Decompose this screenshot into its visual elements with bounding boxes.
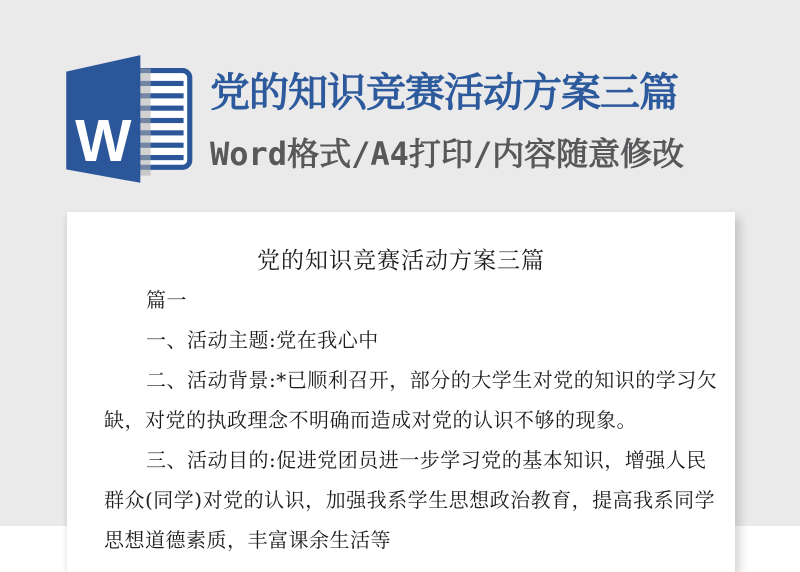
document-text-line: 二、活动背景:*已顺利召开，部分的大学生对党的知识的学习欠	[146, 368, 718, 392]
document-text-line: 思想道德素质，丰富课余生活等	[104, 528, 391, 552]
document-text-line: 缺，对党的执政理念不明确而造成对党的认识不够的现象。	[104, 408, 637, 432]
word-logo-icon	[58, 50, 198, 190]
document-text-line: 三、活动目的:促进党团员进一步学习党的基本知识，增强人民	[146, 448, 707, 472]
document-title: 党的知识竞赛活动方案三篇	[257, 248, 545, 274]
document-body	[67, 280, 735, 560]
document-text-line: 群众(同学)对党的认识，加强我系学生思想政治教育，提高我系同学	[104, 488, 716, 512]
template-title: 党的知识竞赛活动方案三篇	[210, 71, 678, 115]
document-text-line: 篇一	[146, 288, 187, 312]
template-subtitle: Word格式/A4打印/内容随意修改	[210, 135, 685, 173]
document-text-line: 一、活动主题:党在我心中	[146, 328, 379, 352]
document-preview-card	[67, 212, 735, 572]
word-logo-letter: W	[75, 107, 132, 175]
